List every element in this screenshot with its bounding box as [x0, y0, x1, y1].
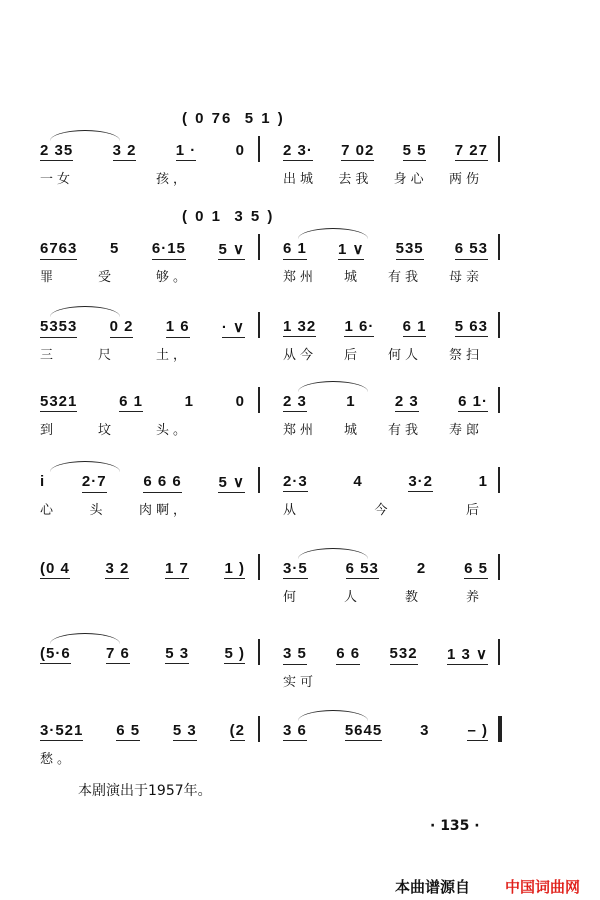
left-measure [40, 240, 245, 260]
note-group: 6 1 [283, 240, 307, 260]
lyric: 受 [97, 270, 115, 285]
left-measure [40, 645, 245, 664]
note-group: 5353 [40, 318, 77, 338]
lyric: 有我 [387, 423, 422, 438]
note-group: 1 32 [283, 318, 317, 335]
left-lyrics [40, 419, 190, 438]
note-group: 6 6 6 [143, 473, 181, 493]
lyric: 心 [40, 503, 58, 518]
barline [258, 716, 260, 742]
lyric: 人 [343, 590, 361, 605]
note-group: 3 [420, 722, 430, 739]
lyric: 从 [283, 503, 301, 518]
note-group: 0 [235, 393, 245, 410]
lyric: 郑州 [283, 423, 318, 438]
lyric: 尺 [97, 348, 115, 363]
slur-mark [50, 461, 120, 472]
note-group: 6 6 [336, 645, 360, 665]
score-system [40, 208, 500, 300]
left-lyrics [40, 499, 190, 518]
note-group: 1 3 ∨ [446, 646, 488, 663]
note-group: 2 35 [40, 142, 74, 159]
right-lyrics [283, 419, 483, 438]
left-lyrics [40, 168, 190, 187]
score-system [40, 110, 500, 202]
note-group: 1 ) [224, 560, 245, 577]
note-group: 5 ∨ [218, 474, 245, 491]
lyric: 母亲 [448, 270, 483, 285]
note-group: 6 1 [119, 393, 143, 410]
right-measure [283, 473, 488, 492]
left-lyrics [40, 344, 190, 363]
note-group: 5 3 [165, 645, 190, 662]
lyric: 头 [89, 503, 107, 518]
note-group: – ) [467, 722, 488, 739]
lyric: 何人 [387, 348, 422, 363]
lyric: 肉啊， [138, 503, 190, 518]
barline [258, 136, 260, 162]
performance-note: 本剧演出于1957年。 [78, 783, 212, 799]
slur-mark [298, 228, 368, 239]
lyric: 养 [465, 590, 483, 605]
note-group: 1 6· [344, 318, 375, 335]
barline [258, 312, 260, 338]
final-barline [498, 716, 502, 742]
note-group: 5 ) [224, 645, 245, 662]
prelude-notes: ( 0 1 3 5 ) [182, 208, 275, 225]
barline [498, 639, 500, 665]
lyric: 罪 [40, 270, 58, 285]
source-site-link[interactable]: 中国词曲网 [505, 878, 581, 896]
lyric: 后 [343, 348, 361, 363]
right-measure [283, 560, 488, 579]
note-group: 0 2 [110, 318, 134, 338]
note-group: 7 27 [454, 142, 488, 159]
note-group: 5 ∨ [218, 241, 245, 258]
note-group: 6763 [40, 240, 77, 260]
lyric: 去我 [338, 172, 373, 187]
right-lyrics [283, 671, 483, 690]
barline [498, 312, 500, 338]
note-group: 6 5 [116, 722, 141, 739]
slur-mark [298, 381, 368, 392]
lyric: 城 [343, 423, 361, 438]
page-number: · 135 · [430, 818, 480, 834]
score-system [40, 473, 500, 533]
note-group: 2 [416, 560, 427, 577]
right-lyrics [283, 168, 483, 187]
lyric: 两伤 [448, 172, 483, 187]
right-lyrics [283, 499, 483, 518]
lyric: 出城 [283, 172, 318, 187]
note-group: (2 [229, 722, 245, 739]
note-group: 2 3· [283, 142, 313, 159]
note-group: 7 02 [341, 142, 375, 159]
score-system [40, 318, 500, 378]
note-group: 3·5 [283, 560, 308, 577]
left-measure [40, 142, 245, 161]
left-measure [40, 393, 245, 412]
source-label: 本曲谱源自 [395, 878, 471, 896]
slur-mark [50, 306, 120, 317]
note-group: 5645 [344, 722, 383, 739]
slur-mark [50, 130, 120, 141]
note-group: (0 4 [40, 560, 70, 577]
slur-mark [298, 710, 368, 721]
note-group: 0 [235, 142, 245, 159]
right-measure [283, 393, 488, 412]
lyric: 后 [465, 503, 483, 518]
note-group: (5·6 [40, 645, 71, 662]
right-lyrics [283, 344, 483, 363]
right-measure [283, 240, 488, 260]
score-system [40, 722, 500, 782]
lyric: 从今 [283, 348, 318, 363]
note-group: 1 · [175, 142, 197, 159]
note-group: 5 [109, 240, 120, 257]
note-group: 3 6 [283, 722, 307, 739]
note-group: 5 5 [402, 142, 427, 159]
lyric: 头。 [155, 423, 190, 438]
lyric: 祭扫 [448, 348, 483, 363]
prelude-notes: ( 0 76 5 1 ) [182, 110, 285, 127]
note-group: 5 3 [172, 722, 197, 739]
note-group: 3 2 [112, 142, 137, 159]
lyric: 何 [283, 590, 301, 605]
note-group: 3 2 [105, 560, 130, 577]
note-group: · ∨ [221, 319, 245, 336]
lyric: 有我 [387, 270, 422, 285]
note-group: 6 1· [458, 393, 488, 410]
barline [498, 234, 500, 260]
note-group: 3·2 [408, 473, 433, 490]
note-group: 6 1 [402, 318, 427, 335]
lyric: 坟 [97, 423, 115, 438]
barline [258, 467, 260, 493]
lyric: 身心 [393, 172, 428, 187]
note-group: 2 3 [283, 393, 307, 410]
note-group: 1 ∨ [337, 241, 365, 258]
note-group: 1 7 [164, 560, 189, 577]
left-measure [40, 722, 245, 741]
barline [258, 234, 260, 260]
lyric: 今 [374, 503, 392, 518]
right-measure [283, 318, 488, 337]
note-group: 1 [346, 393, 356, 410]
lyric: 郑州 [283, 270, 318, 285]
note-group: 1 6 [166, 318, 190, 338]
lyric: 愁。 [40, 752, 75, 767]
score-system [40, 645, 500, 705]
note-group: 3·521 [40, 722, 84, 739]
lyric: 孩， [155, 172, 190, 187]
note-group: 6·15 [152, 240, 186, 260]
lyric: 教 [404, 590, 422, 605]
barline [258, 639, 260, 665]
note-group: i [40, 473, 46, 490]
lyric: 城 [343, 270, 361, 285]
right-lyrics [283, 586, 483, 605]
lyric: 到 [40, 423, 58, 438]
note-group: 1 [478, 473, 488, 490]
note-group: 2·7 [82, 473, 107, 493]
lyric: 寿郎 [448, 423, 483, 438]
slur-mark [50, 633, 120, 644]
note-group: 1 [184, 393, 194, 410]
lyric: 够。 [155, 270, 190, 285]
score-system [40, 560, 500, 620]
lyric: 实可 [283, 675, 318, 690]
left-lyrics [40, 266, 190, 285]
right-measure [283, 722, 488, 741]
barline [498, 554, 500, 580]
right-measure [283, 645, 488, 665]
barline [498, 467, 500, 493]
note-group: 5 63 [454, 318, 488, 335]
lyric: 土， [155, 348, 190, 363]
note-group: 532 [390, 645, 418, 665]
left-measure [40, 560, 245, 579]
lyric: 三 [40, 348, 58, 363]
note-group: 535 [396, 240, 424, 260]
right-lyrics [283, 266, 483, 285]
barline [258, 554, 260, 580]
barline [258, 387, 260, 413]
barline [498, 136, 500, 162]
note-group: 2 3 [394, 393, 419, 410]
note-group: 5321 [40, 393, 78, 410]
slur-mark [298, 548, 368, 559]
note-group: 6 5 [464, 560, 488, 577]
left-measure [40, 318, 245, 338]
right-measure [283, 142, 488, 161]
note-group: 7 6 [106, 645, 130, 662]
note-group: 6 53 [345, 560, 379, 577]
lyric: 一女 [40, 172, 75, 187]
barline [498, 387, 500, 413]
note-group: 2·3 [283, 473, 308, 490]
note-group: 4 [353, 473, 363, 490]
note-group: 6 53 [455, 240, 488, 260]
note-group: 3 5 [283, 645, 307, 665]
score-system [40, 393, 500, 453]
left-measure [40, 473, 245, 493]
left-lyrics [40, 748, 190, 767]
